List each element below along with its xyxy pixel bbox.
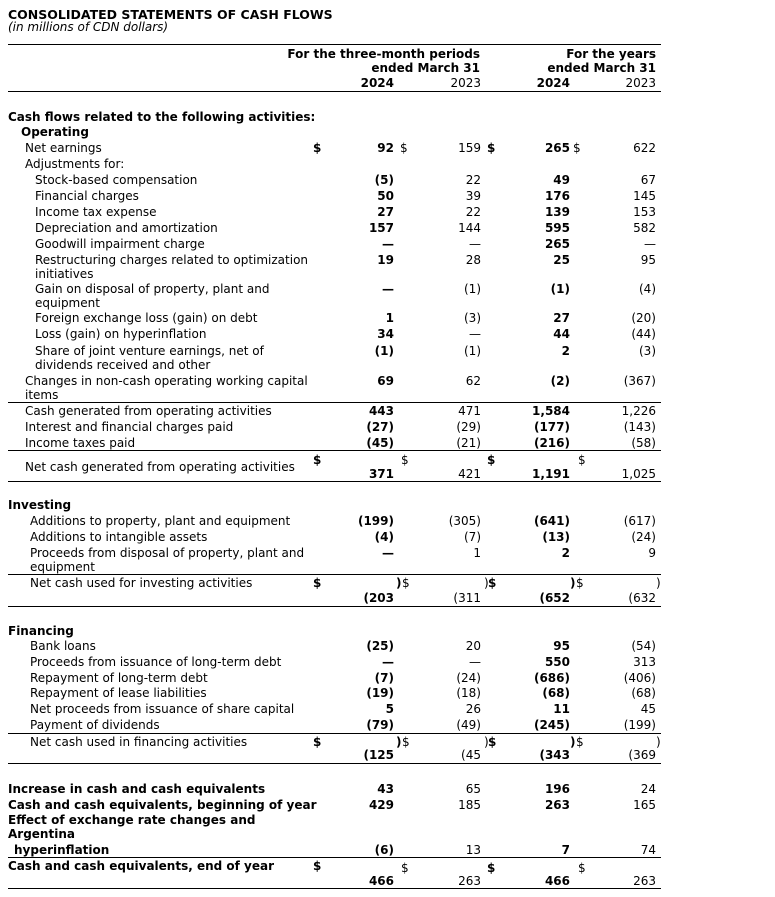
value-cell: 313	[633, 655, 656, 669]
adjustment-label: Restructuring charges related to optimization	[35, 253, 309, 267]
investing-item-label: Proceeds from disposal of property, plant and	[30, 546, 305, 560]
currency-symbol: $	[313, 576, 322, 590]
value-cell: 139	[544, 205, 570, 219]
value-cell: 67	[640, 173, 656, 187]
value-cell: 22	[465, 173, 481, 187]
section-rule	[8, 450, 661, 451]
value-cell: 159	[458, 141, 481, 155]
net-cash-operating-label: Net cash generated from operating activities	[25, 460, 295, 474]
value-cell: (24)	[456, 671, 481, 685]
value-cell: 11	[553, 702, 570, 716]
close-paren: )	[396, 576, 402, 590]
value-cell: 471	[458, 404, 481, 418]
value-cell: 263	[458, 874, 481, 888]
currency-symbol: $	[401, 453, 409, 467]
value-cell: 13	[465, 843, 481, 857]
value-cell: 26	[465, 702, 481, 716]
adjustment-label: Depreciation and amortization	[35, 221, 218, 235]
value-cell: 45	[640, 702, 656, 716]
value-cell: 443	[368, 404, 394, 418]
value-cell: 19	[377, 253, 394, 267]
header-top-rule	[8, 44, 661, 45]
value-cell: 62	[465, 374, 481, 388]
value-cell: (68)	[542, 686, 570, 700]
value-cell: (245)	[533, 718, 570, 732]
value-cell: (13)	[542, 530, 570, 544]
value-cell: (7)	[374, 671, 394, 685]
value-cell: —	[382, 655, 394, 669]
interest-paid-label: Interest and financial charges paid	[25, 420, 234, 434]
fx-effect-label: Effect of exchange rate changes and	[8, 813, 256, 827]
value-cell: 22	[465, 205, 481, 219]
value-cell: 550	[544, 655, 570, 669]
value-cell: 65	[465, 782, 481, 796]
value-cell: —	[644, 237, 656, 251]
header-col-2023-year: 2023	[625, 76, 656, 90]
adjustment-label: Income tax expense	[35, 205, 157, 219]
value-cell: (3)	[464, 311, 481, 325]
value-cell: (5)	[374, 173, 394, 187]
value-cell: 263	[633, 874, 656, 888]
adjustment-label-cont: dividends received and other	[35, 358, 211, 372]
value-cell: 24	[640, 782, 656, 796]
value-cell: 95	[640, 253, 656, 267]
value-cell: 466	[544, 874, 570, 888]
value-cell: 196	[544, 782, 570, 796]
value-cell: 1,226	[621, 404, 656, 418]
value-cell: (2)	[550, 374, 570, 388]
value-cell: 34	[377, 327, 394, 341]
value-cell: 144	[458, 221, 481, 235]
value-cell: (45	[461, 748, 481, 762]
value-cell: 1,191	[532, 467, 570, 481]
value-cell: (6)	[374, 843, 394, 857]
adjustment-label: Goodwill impairment charge	[35, 237, 205, 251]
close-paren: )	[484, 576, 489, 590]
close-paren: )	[396, 735, 402, 749]
value-cell: (143)	[623, 420, 656, 434]
investing-item-label-cont: equipment	[30, 560, 95, 574]
value-cell: (79)	[366, 718, 394, 732]
end-cash-label: Cash and cash equivalents, end of year	[8, 859, 275, 873]
adjustment-label: Share of joint venture earnings, net of	[35, 344, 264, 358]
currency-symbol: $	[578, 861, 586, 875]
value-cell: —	[469, 327, 481, 341]
currency-symbol: $	[313, 859, 322, 873]
working-capital-label-cont: items	[25, 388, 59, 402]
value-cell: 371	[368, 467, 394, 481]
currency-symbol: $	[576, 576, 584, 590]
value-cell: 1	[385, 311, 394, 325]
value-cell: (29)	[456, 420, 481, 434]
value-cell: 44	[553, 327, 570, 341]
net-cash-investing-label: Net cash used for investing activities	[30, 576, 253, 590]
close-paren: )	[570, 735, 576, 749]
taxes-paid-label: Income taxes paid	[25, 436, 136, 450]
financing-item-label: Payment of dividends	[30, 718, 160, 732]
value-cell: 595	[544, 221, 570, 235]
currency-symbol: $	[400, 141, 408, 155]
value-cell: (54)	[631, 639, 656, 653]
net-earnings-label: Net earnings	[25, 141, 102, 155]
header-col-2024-quarter: 2024	[360, 76, 394, 90]
value-cell: 165	[633, 798, 656, 812]
working-capital-label: Changes in non-cash operating working capital	[25, 374, 308, 388]
operating-heading: Operating	[21, 125, 89, 139]
value-cell: 20	[465, 639, 481, 653]
value-cell: 69	[377, 374, 394, 388]
value-cell: 176	[544, 189, 570, 203]
currency-symbol: $	[402, 576, 410, 590]
fx-effect-label-cont2: hyperinflation	[14, 843, 110, 857]
value-cell: (369	[628, 748, 656, 762]
adjustment-label: Stock-based compensation	[35, 173, 198, 187]
value-cell: (203	[363, 591, 394, 605]
value-cell: (44)	[631, 327, 656, 341]
financing-heading: Financing	[8, 624, 74, 638]
value-cell: —	[469, 655, 481, 669]
value-cell: 429	[368, 798, 394, 812]
currency-symbol: $	[402, 735, 410, 749]
value-cell: 43	[377, 782, 394, 796]
value-cell: 27	[377, 205, 394, 219]
value-cell: (305)	[448, 514, 481, 528]
value-cell: 39	[465, 189, 481, 203]
value-cell: (7)	[464, 530, 481, 544]
currency-symbol: $	[313, 453, 322, 467]
value-cell: 2	[561, 546, 570, 560]
close-paren: )	[656, 576, 661, 590]
financing-item-label: Repayment of long-term debt	[30, 671, 208, 685]
header-col-2024-year: 2024	[536, 76, 570, 90]
value-cell: 5	[385, 702, 394, 716]
value-cell: (3)	[639, 344, 656, 358]
currency-symbol: $	[313, 735, 322, 749]
currency-symbol: $	[401, 861, 409, 875]
currency-symbol: $	[313, 141, 322, 155]
currency-symbol: $	[488, 735, 497, 749]
value-cell: (1)	[464, 344, 481, 358]
header-years-line2: ended March 31	[547, 61, 656, 75]
currency-symbol: $	[573, 141, 581, 155]
value-cell: (1)	[374, 344, 394, 358]
value-cell: (177)	[533, 420, 570, 434]
financing-item-label: Proceeds from issuance of long-term debt	[30, 655, 282, 669]
value-cell: (632	[628, 591, 656, 605]
value-cell: 74	[640, 843, 656, 857]
value-cell: 1,584	[532, 404, 570, 418]
currency-symbol: $	[578, 453, 586, 467]
value-cell: 265	[544, 141, 570, 155]
value-cell: 28	[465, 253, 481, 267]
value-cell: (4)	[639, 282, 656, 296]
value-cell: (25)	[366, 639, 394, 653]
section-heading: Cash flows related to the following activities:	[8, 110, 316, 124]
section-rule	[8, 763, 661, 764]
value-cell: 92	[377, 141, 394, 155]
value-cell: 1	[473, 546, 481, 560]
value-cell: (216)	[533, 436, 570, 450]
value-cell: 265	[544, 237, 570, 251]
close-paren: )	[656, 735, 661, 749]
investing-item-label: Additions to intangible assets	[30, 530, 208, 544]
value-cell: (45)	[366, 436, 394, 450]
value-cell: 49	[553, 173, 570, 187]
adjustment-label-cont: equipment	[35, 296, 100, 310]
value-cell: 622	[633, 141, 656, 155]
header-three-month-line1: For the three-month periods	[287, 47, 480, 61]
adjustments-label: Adjustments for:	[25, 157, 125, 171]
value-cell: (199)	[623, 718, 656, 732]
value-cell: (19)	[366, 686, 394, 700]
value-cell: 25	[553, 253, 570, 267]
header-col-2023-quarter: 2023	[450, 76, 481, 90]
value-cell: 185	[458, 798, 481, 812]
value-cell: (58)	[631, 436, 656, 450]
value-cell: (367)	[623, 374, 656, 388]
investing-item-label: Additions to property, plant and equipment	[30, 514, 291, 528]
section-rule	[8, 733, 661, 734]
currency-symbol: $	[576, 735, 584, 749]
value-cell: 466	[368, 874, 394, 888]
section-rule	[8, 857, 661, 858]
value-cell: (125	[363, 748, 394, 762]
value-cell: (686)	[533, 671, 570, 685]
value-cell: (20)	[631, 311, 656, 325]
value-cell: (24)	[631, 530, 656, 544]
value-cell: (49)	[456, 718, 481, 732]
value-cell: 421	[458, 467, 481, 481]
value-cell: 2	[561, 344, 570, 358]
value-cell: (27)	[366, 420, 394, 434]
adjustment-label: Gain on disposal of property, plant and	[35, 282, 270, 296]
statement-title: CONSOLIDATED STATEMENTS OF CASH FLOWS	[8, 7, 333, 22]
value-cell: (4)	[374, 530, 394, 544]
statement-subtitle: (in millions of CDN dollars)	[8, 20, 169, 34]
currency-symbol: $	[487, 141, 496, 155]
net-cash-financing-label: Net cash used in financing activities	[30, 735, 248, 749]
value-cell: (1)	[550, 282, 570, 296]
section-rule	[8, 574, 661, 575]
value-cell: (406)	[623, 671, 656, 685]
beginning-cash-label: Cash and cash equivalents, beginning of year	[8, 798, 317, 812]
financing-item-label: Bank loans	[30, 639, 96, 653]
value-cell: (1)	[464, 282, 481, 296]
currency-symbol: $	[487, 453, 496, 467]
value-cell: 145	[633, 189, 656, 203]
financing-item-label: Net proceeds from issuance of share capital	[30, 702, 295, 716]
section-rule	[8, 481, 661, 482]
value-cell: (652	[539, 591, 570, 605]
value-cell: 95	[553, 639, 570, 653]
value-cell: (18)	[456, 686, 481, 700]
value-cell: (199)	[357, 514, 394, 528]
value-cell: 153	[633, 205, 656, 219]
value-cell: —	[382, 237, 394, 251]
investing-heading: Investing	[8, 498, 72, 512]
adjustment-label: Foreign exchange loss (gain) on debt	[35, 311, 258, 325]
value-cell: —	[382, 546, 394, 560]
value-cell: —	[382, 282, 394, 296]
header-years-line1: For the years	[566, 47, 656, 61]
close-paren: )	[484, 735, 489, 749]
fx-effect-label-cont: Argentina	[8, 827, 75, 841]
adjustment-label: Loss (gain) on hyperinflation	[35, 327, 207, 341]
value-cell: (21)	[456, 436, 481, 450]
value-cell: (343	[539, 748, 570, 762]
section-rule	[8, 888, 661, 889]
section-rule	[8, 402, 661, 403]
value-cell: (617)	[623, 514, 656, 528]
value-cell: (641)	[533, 514, 570, 528]
value-cell: —	[469, 237, 481, 251]
adjustment-label-cont: initiatives	[35, 267, 94, 281]
adjustment-label: Financial charges	[35, 189, 139, 203]
value-cell: (68)	[631, 686, 656, 700]
header-bottom-rule	[8, 91, 661, 92]
value-cell: 9	[648, 546, 656, 560]
currency-symbol: $	[487, 861, 496, 875]
cash-generated-label: Cash generated from operating activities	[25, 404, 272, 418]
value-cell: 50	[377, 189, 394, 203]
value-cell: 27	[553, 311, 570, 325]
section-rule	[8, 606, 661, 607]
value-cell: (311	[453, 591, 481, 605]
currency-symbol: $	[488, 576, 497, 590]
increase-cash-label: Increase in cash and cash equivalents	[8, 782, 266, 796]
value-cell: 1,025	[621, 467, 656, 481]
financing-item-label: Repayment of lease liabilities	[30, 686, 207, 700]
close-paren: )	[570, 576, 576, 590]
value-cell: 7	[561, 843, 570, 857]
value-cell: 263	[544, 798, 570, 812]
header-three-month-line2: ended March 31	[371, 61, 480, 75]
value-cell: 582	[633, 221, 656, 235]
value-cell: 157	[368, 221, 394, 235]
